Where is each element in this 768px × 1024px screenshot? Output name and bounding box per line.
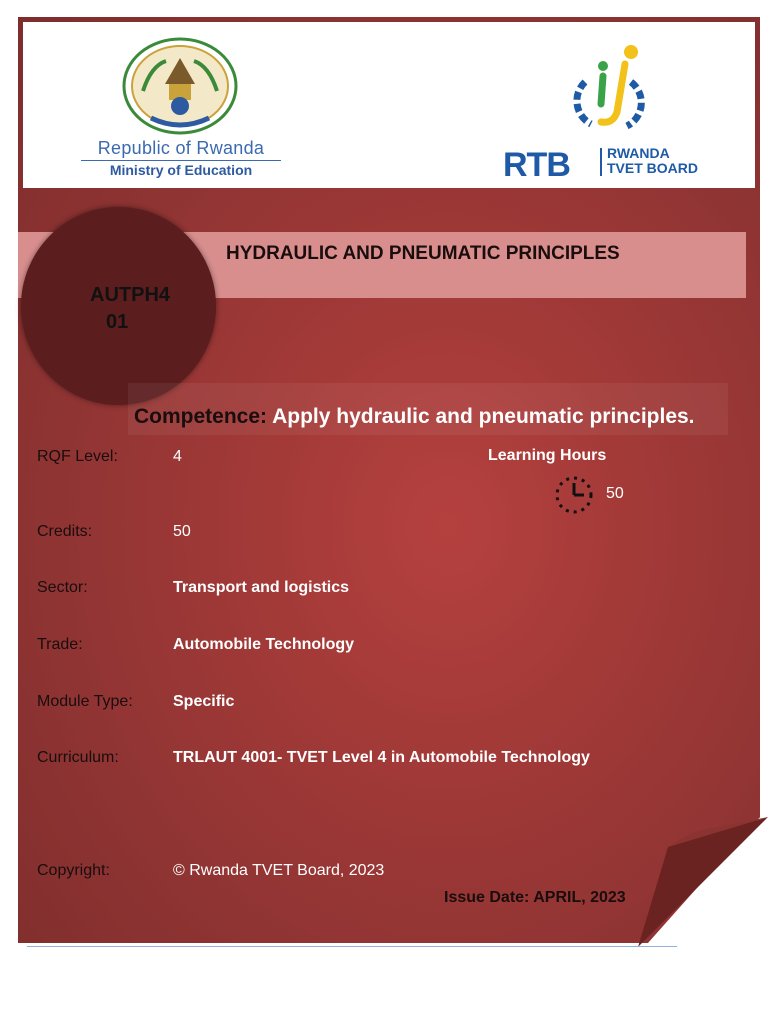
trade-value: Automobile Technology xyxy=(173,636,355,653)
ministry-of-education-text: Ministry of Education xyxy=(81,160,281,178)
ministry-logo xyxy=(81,36,281,186)
competence-label: Competence: xyxy=(134,405,268,428)
curriculum-value: TRLAUT 4001- TVET Level 4 in Automobile Technology xyxy=(173,749,590,766)
rtb-subtitle xyxy=(607,146,698,176)
curriculum-label: Curriculum: xyxy=(37,749,119,766)
copyright-value: © Rwanda TVET Board, 2023 xyxy=(173,862,385,879)
cover-page xyxy=(18,17,760,943)
learning-hours-label: Learning Hours xyxy=(488,447,607,464)
sector-value: Transport and logistics xyxy=(173,579,350,596)
module-title: HYDRAULIC AND PNEUMATIC PRINCIPLES xyxy=(226,243,620,264)
clock-icon xyxy=(554,475,594,515)
credits-label: Credits: xyxy=(37,523,93,540)
rtb-letters: RTB xyxy=(503,146,570,184)
module-type-label: Module Type: xyxy=(37,693,133,710)
bottom-rule xyxy=(27,946,677,947)
rtb-subtitle-line1: RWANDA xyxy=(607,145,670,161)
rtb-logo xyxy=(493,42,733,182)
sector-label: Sector: xyxy=(37,579,88,596)
learning-hours-value: 50 xyxy=(606,485,624,502)
rqf-level-label: RQF Level: xyxy=(37,448,118,465)
header-logos xyxy=(23,22,755,188)
module-code-line1: AUTPH4 xyxy=(90,284,171,306)
rtb-divider xyxy=(600,148,602,176)
copyright-label: Copyright: xyxy=(37,862,110,879)
rqf-level-value: 4 xyxy=(173,448,182,465)
module-code-line2: 01 xyxy=(106,311,129,333)
issue-date: Issue Date: APRIL, 2023 xyxy=(444,889,626,906)
republic-of-rwanda-text: Republic of Rwanda xyxy=(97,138,265,158)
module-type-value: Specific xyxy=(173,693,235,710)
competence-text: Apply hydraulic and pneumatic principles. xyxy=(267,405,695,428)
rtb-gear-icon xyxy=(563,42,653,137)
page-curl xyxy=(638,807,768,947)
credits-value: 50 xyxy=(173,523,191,540)
rwanda-seal-icon xyxy=(121,36,239,136)
rtb-subtitle-line2: TVET BOARD xyxy=(607,160,698,176)
competence-statement xyxy=(134,405,695,429)
trade-label: Trade: xyxy=(37,636,83,653)
